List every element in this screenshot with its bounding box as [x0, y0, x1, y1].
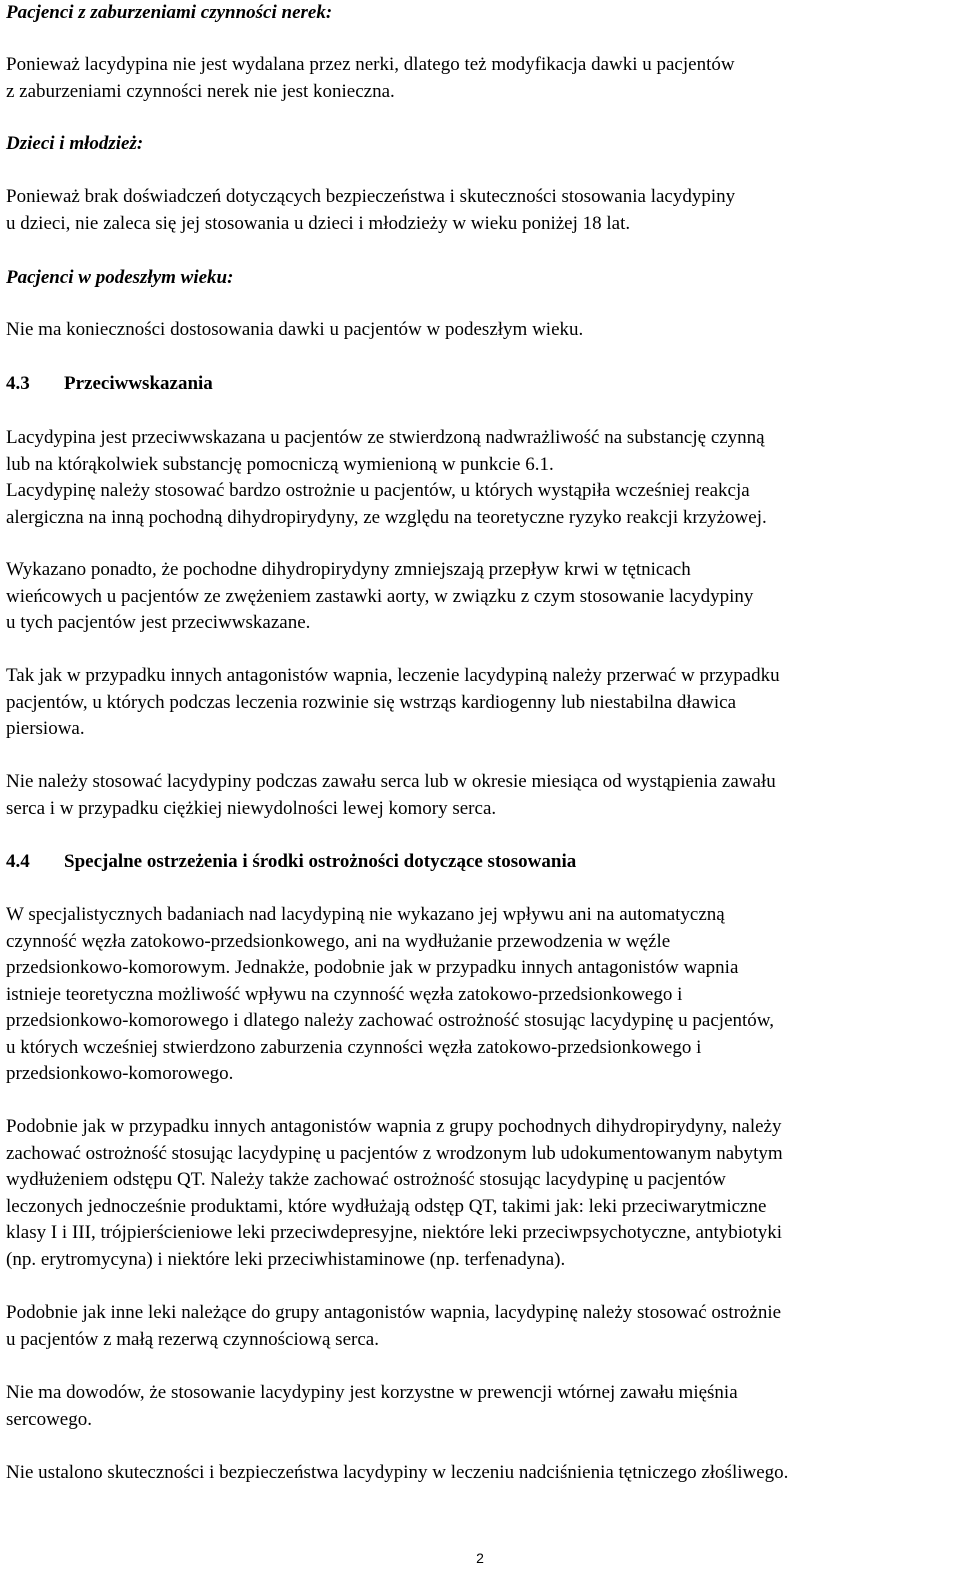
- warnings-paragraph-2: Podobnie jak w przypadku innych antagonistów wapnia z grupy pochodnych dihydropirydyny, należy zachować ostrożność stosując lacydypinę u pacjentów z wrodzonym lub udokumentowanym nabytym wydłużeniem odstępu QT. Należy także zachować ostrożność stosując lacydypinę u pacjentów leczonych jednocześnie produktami, które wydłużają odstęp QT, takimi jak: leki przeciwarytmiczne klasy I i III, trójpierścieniowe leki przeciwdepresyjne, niektóre leki przeciwpsychotyczne, antybiotyki (np. erytromycyna) i niektóre leki przeciwhistaminowe (np. terfenadyna).: [6, 1116, 783, 1270]
- renal-heading: Pacjenci z zaburzeniami czynności nerek:: [6, 2, 333, 23]
- section-number: 4.3: [6, 373, 30, 394]
- children-text: Ponieważ brak doświadczeń dotyczących bezpieczeństwa i skuteczności stosowania lacydypiny u dzieci, nie zaleca się jej stosowania u dzieci i młodzieży w wieku poniżej 18 lat.: [6, 186, 736, 234]
- elderly-text: Nie ma konieczności dostosowania dawki u pacjentów w podeszłym wieku.: [6, 319, 584, 340]
- warnings-paragraph-3: Podobnie jak inne leki należące do grupy antagonistów wapnia, lacydypinę należy stosować ostrożnie u pacjentów z małą rezerwą czynnościową serca.: [6, 1302, 782, 1350]
- page-number: 2: [476, 1550, 484, 1566]
- children-heading: Dzieci i młodzież:: [6, 133, 144, 154]
- warnings-paragraph-5: Nie ustalono skuteczności i bezpieczeństwa lacydypiny w leczeniu nadciśnienia tętniczego złośliwego.: [6, 1462, 789, 1483]
- section-title: Specjalne ostrzeżenia i środki ostrożności dotyczące stosowania: [64, 851, 577, 872]
- elderly-heading: Pacjenci w podeszłym wieku:: [6, 267, 234, 288]
- renal-text: Ponieważ lacydypina nie jest wydalana przez nerki, dlatego też modyfikacja dawki u pacjentów z zaburzeniami czynności nerek nie jest konieczna.: [6, 54, 735, 102]
- contraindications-paragraph-2: Wykazano ponadto, że pochodne dihydropirydyny zmniejszają przepływ krwi w tętnicach wieńcowych u pacjentów ze zwężeniem zastawki aorty, w związku z czym stosowanie lacydypiny u tych pacjentów jest przeciwwskazane.: [6, 559, 754, 633]
- section-4-4-heading: [6, 849, 576, 875]
- section-title: Przeciwwskazania: [64, 373, 213, 394]
- warnings-paragraph-1: W specjalistycznych badaniach nad lacydypiną nie wykazano jej wpływu ani na automatyczną czynność węzła zatokowo-przedsionkowego, ani na wydłużanie przewodzenia w węźle przedsionkowo-komorowym. Jednakże, podobnie jak w przypadku innych antagonistów wapnia istnieje teoretyczna możliwość wpływu na czynność węzła zatokowo-przedsionkowego i przedsionkowo-komorowego i dlatego należy zachować ostrożność stosując lacydypinę u pacjentów, u których wcześniej stwierdzono zaburzenia czynności węzła zatokowo-przedsionkowego i przedsionkowo-komorowego.: [6, 904, 775, 1084]
- contraindications-paragraph-4: Nie należy stosować lacydypiny podczas zawału serca lub w okresie miesiąca od wystąpienia zawału serca i w przypadku ciężkiej niewydolności lewej komory serca.: [6, 771, 776, 819]
- warnings-paragraph-4: Nie ma dowodów, że stosowanie lacydypiny jest korzystne w prewencji wtórnej zawału mięśnia sercowego.: [6, 1382, 738, 1430]
- contraindications-paragraph-1: Lacydypina jest przeciwwskazana u pacjentów ze stwierdzoną nadwrażliwość na substancję czynną lub na którąkolwiek substancję pomocniczą wymienioną w punkcie 6.1. Lacydypinę należy stosować bardzo ostrożnie u pacjentów, u których wystąpiła wcześniej reakcja alergiczna na inną pochodną dihydropirydyny, ze względu na teoretyczne ryzyko reakcji krzyżowej.: [6, 427, 767, 528]
- contraindications-paragraph-3: Tak jak w przypadku innych antagonistów wapnia, leczenie lacydypiną należy przerwać w przypadku pacjentów, u których podczas leczenia rozwinie się wstrząs kardiogenny lub niestabilna dławica piersiowa.: [6, 665, 780, 739]
- section-number: 4.4: [6, 851, 30, 872]
- section-4-3-heading: [6, 371, 213, 397]
